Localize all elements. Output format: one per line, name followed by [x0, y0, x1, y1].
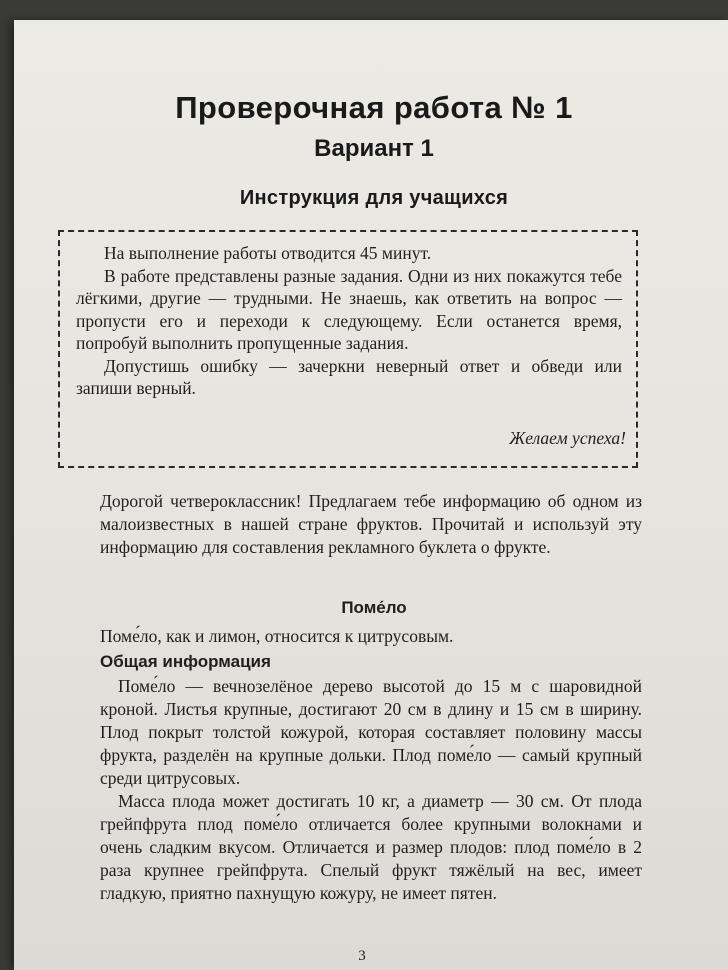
textbook-page	[14, 20, 728, 970]
instructions-paragraph: Допустишь ошибку — зачеркни неверный ответ и обведи или запиши верный.	[76, 355, 622, 398]
intro-paragraph: Дорогой четвероклассник! Предлагаем тебе информацию об одном из малоизвестных в нашей стране фруктов. Прочитай и используй эту информацию для составления рекламного буклета о фрукте.	[100, 491, 642, 557]
lead-paragraph: Поме́ло, как и лимон, относится к цитрусовым.	[100, 626, 454, 646]
section-subtitle: Общая информация	[100, 652, 271, 671]
body-paragraph: Поме́ло — вечнозелёное дерево высотой до 15 м с шаровидной кроной. Листья крупные, достигают 20 см в длину и 15 см в ширину. Плод покрыт толстой кожурой, которая составляет половину массы фрукта, разделён на крупные дольки. Плод поме́ло — самый крупный среди цитрусовых.	[100, 676, 642, 788]
instructions-paragraph: На выполнение работы отводится 45 минут.	[104, 243, 432, 263]
article-body	[100, 675, 642, 905]
variant-title: Вариант 1	[314, 135, 434, 162]
article-title: Поме́ло	[341, 598, 407, 617]
article-lead	[100, 625, 642, 648]
page-title: Проверочная работа № 1	[175, 90, 573, 125]
closing-wish: Желаем успеха!	[509, 428, 626, 448]
instructions-text	[76, 242, 622, 400]
intro-text	[100, 490, 642, 559]
instructions-box	[58, 230, 638, 468]
instructions-title: Инструкция для учащихся	[239, 187, 509, 209]
page-number: 3	[358, 948, 366, 964]
instructions-paragraph: В работе представлены разные задания. Одни из них покажутся тебе лёгкими, другие — трудными. Не знаешь, как ответить на вопрос — пропусти его и переходи к следующему. Если останется время, попробуй выполнить пропущенные задания.	[76, 265, 622, 353]
body-paragraph: Масса плода может достигать 10 кг, а диаметр — 30 см. От плода грейпфрута плод поме́ло отличается более крупными волокнами и очень сладким вкусом. Отличается и размер плодов: плод поме́ло в 2 раза крупнее грейпфрута. Спелый фрукт тяжёлый на вес, имеет гладкую, приятно пахнущую кожуру, не имеет пятен.	[100, 791, 642, 903]
